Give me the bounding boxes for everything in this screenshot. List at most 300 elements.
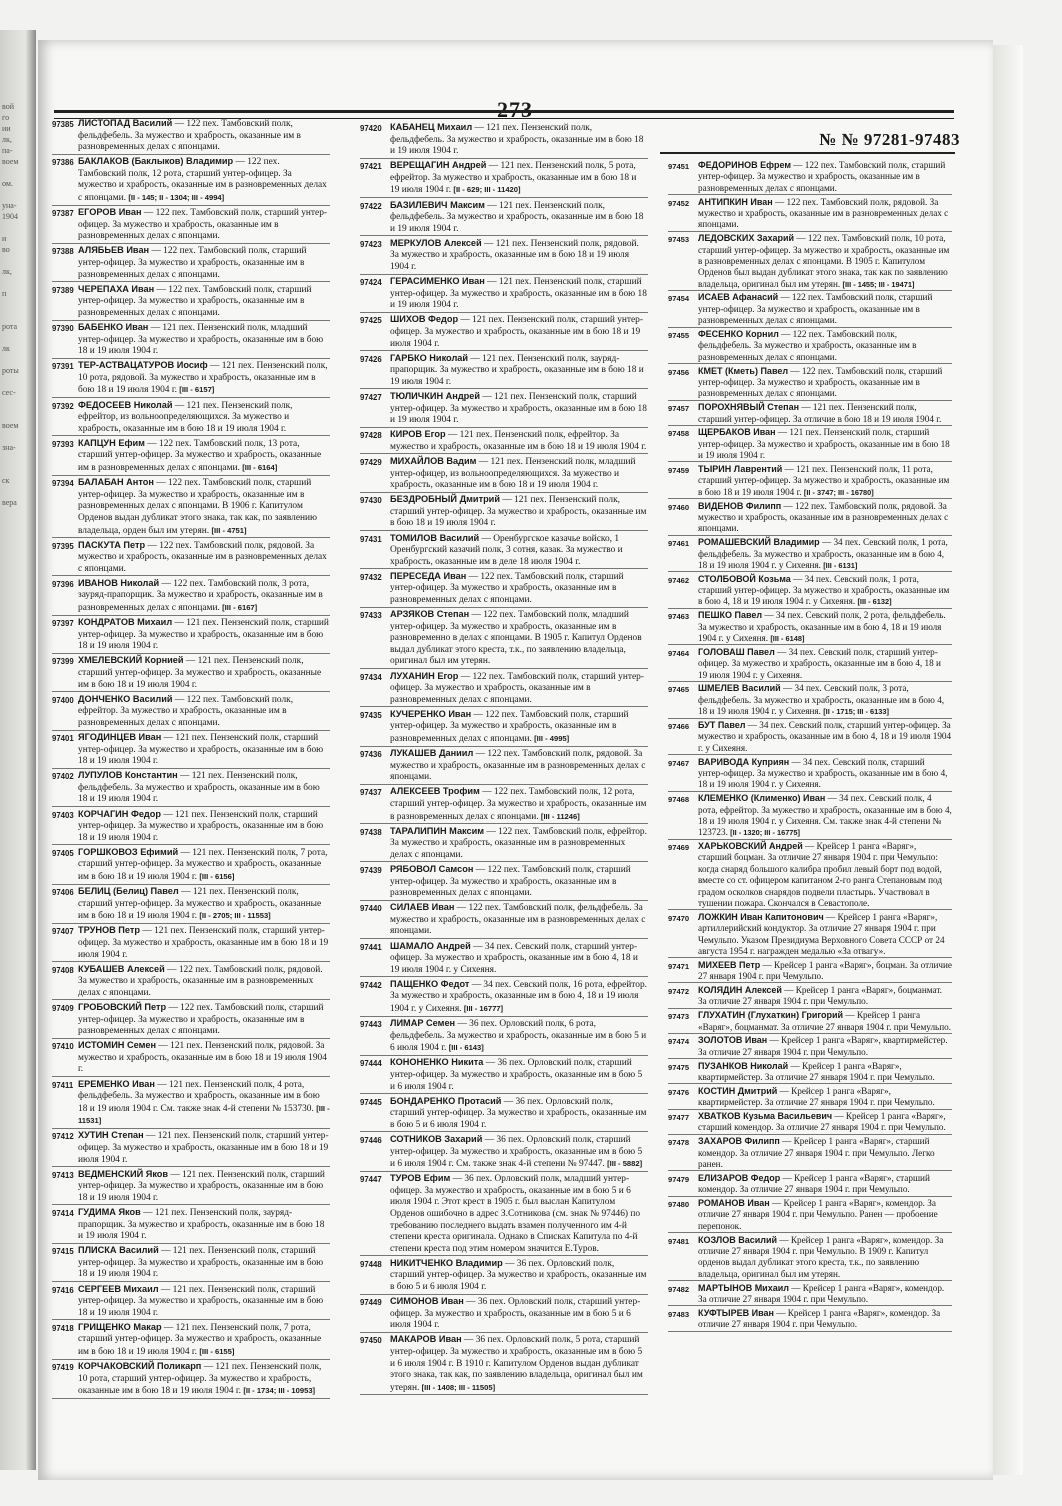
entry-number: 97451	[668, 162, 690, 171]
entry-name: ЧЕРЕПАХА Иван	[78, 283, 155, 294]
register-entry	[52, 617, 330, 654]
entry-number: 97385	[52, 120, 74, 129]
register-entry	[360, 748, 648, 785]
entry-number: 97420	[360, 124, 382, 133]
entry-body	[390, 572, 624, 605]
entry-name: ШМЕЛЕВ Василий	[698, 683, 781, 694]
entry-body	[698, 720, 951, 753]
entry-body	[698, 427, 950, 460]
entry-text: — 122 пех. Тамбовский полк, 10 рота, старший унтер-офицер. За мужество и храбрость, оказанные им в разновременных делах с японцами. В 1905 г. Капитулом Орденов был выдан дубликат этого знака, так как по заявлению владельца, оригинал был им утерян.	[698, 233, 950, 289]
entry-number: 97460	[668, 502, 690, 512]
entry-number: 97444	[360, 1059, 382, 1069]
entry-text: — Крейсер 1 ранга «Варяг», боцман. За отличие 27 января 1904 г. при Чемульпо.	[698, 959, 952, 982]
entry-text: — 36 пех. Орловский полк, старший унтер-офицер. За мужество и храбрость, оказанные им в бою 5 и 6 июля 1904 г.	[390, 1096, 647, 1130]
entry-body	[390, 430, 646, 452]
register-entry	[668, 647, 952, 682]
entry-name: БЕЗДРОБНЫЙ Дмитрий	[390, 494, 500, 505]
entry-number: 97396	[52, 579, 74, 589]
entry-body	[390, 1135, 642, 1169]
register-entry	[668, 574, 952, 609]
entry-name: АЛЯБЬЕВ Иван	[78, 245, 150, 256]
entry-body	[698, 683, 944, 716]
register-entry	[668, 1061, 952, 1085]
entry-body	[390, 749, 645, 782]
entry-text: — Крейсер 1 ранга «Варяг», комендор. За отличие 27 января 1904 г. при Чемульпо. В 1909 г. Капитул орденов выдал дубликат этого креста, т.к., по заявлению владельца, оригинал был им утерян.	[698, 1234, 944, 1279]
entry-text: — 121 пех. Пензенский полк, зауряд-прапорщик. За мужество и храбрость, оказанные им в бою 18 и 19 июля 1904 г.	[78, 1207, 325, 1242]
entry-body	[698, 464, 949, 497]
entry-text: — Крейсер 1 ранга «Варяг», квартирмейстер. За отличие 27 января 1904 г. при Чемульпо.	[698, 1085, 935, 1108]
register-entry	[360, 533, 648, 570]
register-entry	[668, 537, 952, 572]
entry-body	[698, 1198, 938, 1231]
register-entry	[668, 757, 952, 792]
entry-text: — 122 пех. Тамбовский полк, старший унтер-офицер. За мужество и храбрость, оказанные им в разновременных делах с японцами.	[78, 208, 327, 242]
register-entry	[52, 732, 330, 769]
register-entry	[668, 720, 952, 755]
entry-number: 97423	[360, 239, 382, 249]
entry-name: ИСАЕВ Афанасий	[698, 292, 779, 303]
entry-number: 97465	[668, 685, 690, 695]
entry-body	[698, 647, 941, 680]
entry-text: — 121 пех. Пензенский полк, ефрейтор, из вольноопределяющихся. За мужество и храбрость, оказанные им в бою 18 и 19 июля 1904 г.	[78, 400, 293, 434]
entry-name: ШАМАЛО Андрей	[390, 940, 471, 951]
entry-number: 97475	[668, 1062, 690, 1072]
entry-text: — 121 пех. Пензенский полк, старший унтер-офицер. За мужество и храбрость, оказанные им в бою 18 и 19 июля 1904 г.	[78, 1246, 324, 1280]
entry-body	[78, 1041, 327, 1074]
entry-body	[390, 1335, 643, 1392]
entry-text: — 122 пех. Тамбовский полк, 13 рота, старший унтер-офицер. За мужество и храбрость, оказанные им в разновременных делах с японцами.	[78, 438, 322, 474]
entry-name: ЗАХАРОВ Филипп	[698, 1136, 780, 1147]
entry-archive-reference: [III - 5882]	[607, 1159, 643, 1169]
entry-name: ЯГОДИНЦЕВ Иван	[78, 732, 162, 742]
entry-text: — 36 пех. Орловский полк, старший унтер-офицер. За мужество и храбрость, оказанные им в бою 5 и 6 июля 1904 г.	[390, 1297, 641, 1331]
entry-name: АЛЕКСЕЕВ Трофим	[390, 786, 480, 797]
entry-text: — 36 пех. Орловский полк, 5 рота, старший унтер-офицер. За мужество и храбрость, оказанные им в бою 5 и 6 июля 1904 г. В 1910 г. Капитулом Орденов выдан дубликат этого знака, так как, по заявлению владельца, оригинал был им утерян.	[390, 1335, 643, 1393]
entry-number: 97394	[52, 479, 74, 489]
register-entry	[668, 610, 952, 645]
entry-text: — Крейсер 1 ранга «Варяг», боцманмат. За отличие 27 января 1904 г. при Чемульпо.	[698, 1010, 952, 1032]
entry-text: — 121 пех. Пензенский полк, младший унтер-офицер. За мужество и храбрость, оказанные им в бою 18 и 19 июля 1904 г.	[78, 323, 324, 357]
entry-body	[698, 1086, 935, 1107]
entry-text: — 121 пех. Пензенский полк, старший унтер-офицер. За мужество и храбрость, оказанные им в бою 18 и 19 июля 1904 г.	[78, 656, 322, 690]
entry-body	[78, 285, 312, 318]
entry-text: — 34 пех. Севский полк, старший унтер-офицер. За мужество и храбрость, оказанные им в бою 4, 18 и 19 июля 1904 г. у Сихеяня.	[698, 646, 941, 680]
entry-body	[78, 656, 321, 689]
entry-name: ГОЛОВАШ Павел	[698, 646, 775, 657]
entry-body	[698, 1235, 943, 1279]
entry-number: 97435	[360, 710, 382, 720]
entry-body	[390, 787, 646, 821]
entry-text: — 34 пех. Севский полк, 1 рота, фельдфебель. За мужество и храбрость, оказанные им в бою 4, 18 и 19 июля 1904 г. у Сихеяня.	[698, 537, 948, 570]
entry-number: 97452	[668, 198, 690, 208]
entry-text: — Оренбургское казачье войско, 1 Оренбургский казачий полк, 3 сотня, казак. За мужество и храбрость, оказанные им в деле 18 июля 1904 г.	[390, 533, 623, 567]
entry-number: 97429	[360, 457, 382, 467]
entry-body	[78, 1285, 323, 1318]
register-entry	[52, 477, 330, 538]
entry-body	[390, 980, 647, 1014]
entry-number: 97479	[668, 1174, 690, 1184]
entry-number: 97482	[668, 1284, 690, 1294]
entry-archive-reference: [III - 11531]	[78, 1103, 330, 1126]
range-rule	[660, 152, 955, 154]
entry-body	[698, 985, 942, 1006]
page-number: -273-	[488, 97, 542, 122]
entry-number: 97411	[52, 1080, 74, 1090]
entry-text: — 122 пех. Тамбовский полк, старший унтер-офицер. За мужество и храбрость, оказанные им в разновременных делах с японцами.	[78, 1002, 324, 1037]
entry-number: 97391	[52, 362, 74, 372]
register-entry	[52, 925, 330, 962]
entry-name: КОНОНЕНКО Никита	[390, 1057, 484, 1068]
entry-text: — 122 пех. Тамбовский полк, старший унтер-офицер. За мужество и храбрость, оказанные им в разновременных делах с японцами. В 1906 г. Капитулом Орденов выдан дубликат этого знака, так как, по заявлению владельца, орден был им утерян.	[78, 478, 318, 536]
register-entry	[668, 683, 952, 718]
entry-text: — 36 пех. Орловский полк, старший унтер-офицер. За мужество и храбрость, оказанные им в бою 5 и 6 июля 1904 г. См. также знак 4-й степени № 97447.	[390, 1134, 643, 1170]
register-entry	[668, 1283, 952, 1307]
entry-number: 97400	[52, 695, 74, 705]
entry-text: — 122 пех. Тамбовский полк, 3 рота, зауряд-прапорщик. За мужество и храбрость, оказанные им в разновременных делах с японцами.	[78, 578, 323, 614]
entry-number: 97436	[360, 750, 382, 760]
entry-body	[390, 610, 642, 666]
register-entry	[52, 1361, 330, 1399]
entry-text: — 121 пех. Пензенский полк, 11 рота, старший унтер-офицер. За мужество и храбрость, оказанные им в бою 18 и 19 июля 1904 г.	[698, 463, 950, 497]
register-entry	[360, 709, 648, 747]
entry-number: 97407	[52, 927, 74, 937]
register-entry	[360, 1018, 648, 1056]
entry-name: СИМОНОВ Иван	[390, 1296, 464, 1307]
entry-number: 97469	[668, 843, 690, 853]
entry-text: — Крейсер 1 ранга «Варяг», артиллерийский кондуктор. За отличие 27 января 1904 г. при Чемульпо. Указом Президиума Верховного Совета СССР от 24 августа 1954 г. награжден медалью «За отвагу».	[698, 911, 945, 956]
entry-body	[698, 402, 941, 423]
entry-name: ТУРОВ Ефим	[390, 1173, 451, 1184]
entry-name: ЛУКАШЕВ Даниил	[390, 748, 474, 759]
entry-body	[78, 478, 317, 535]
register-entry	[668, 1111, 952, 1135]
entry-body	[78, 208, 327, 241]
entry-body	[390, 827, 647, 860]
register-entry	[360, 122, 648, 159]
entry-name: ГРОБОВСКИЙ Петр	[78, 1001, 167, 1012]
entry-text: — 121 пех. Пензенский полк, старший унтер-офицер. За мужество и храбрость, оказанные им в бою 18 и 19 июля 1904 г.	[78, 1131, 329, 1165]
entry-name: ФЕДОСЕЕВ Николай	[78, 399, 173, 410]
register-entry	[668, 1035, 952, 1059]
entry-name: БАЛАБАН Антон	[78, 477, 154, 488]
entry-text: — 34 пех. Севский полк, 2 рота, фельдфебель. За мужество и храбрость, оказанные им в бою 4, 18 и 19 июля 1904 г. у Сихеяня.	[698, 610, 946, 644]
entry-text: — 34 пех. Севский полк, 1 рота, старший унтер-офицер. За мужество и храбрость, оказанные им в бою 4, 18 и 19 июля 1904 г. у Сихеяня.	[698, 573, 950, 607]
entry-name: ТРУНОВ Петр	[78, 925, 141, 936]
register-entry	[668, 233, 952, 291]
entry-body	[390, 1259, 646, 1292]
entry-name: КОЗЛОВ Василий	[698, 1234, 778, 1245]
register-entry	[668, 329, 952, 364]
left-page-edge	[0, 30, 36, 1470]
entry-body	[698, 1173, 930, 1194]
register-entry	[360, 160, 648, 198]
entry-body	[698, 160, 945, 193]
entry-archive-reference: [II - 629; III - 11420]	[453, 185, 521, 195]
entry-text: — 122 пех. Тамбовский полк, старший унтер-офицер. За мужество и храбрость, оказанные им в разновременных делах с японцами.	[698, 160, 946, 193]
entry-archive-reference: [II - 1734; III - 10953]	[243, 1386, 316, 1396]
entry-archive-reference: [III - 6155]	[199, 1347, 235, 1356]
entry-name: СОТНИКОВ Захарий	[390, 1133, 483, 1144]
entry-text: — 122 пех. Тамбовский полк, старший унтер-офицер. За мужество и храбрость, оказанные им в разновременных делах с японцами.	[390, 671, 644, 705]
entry-body	[390, 354, 644, 387]
entry-text: — 121 пех. Пензенский полк, 10 рота, рядовой. За мужество и храбрость, оказанные им в бою 18 и 19 июля 1904 г.	[78, 361, 328, 396]
register-entry	[52, 245, 330, 282]
register-entry	[360, 314, 648, 351]
entry-number: 97397	[52, 619, 74, 629]
entry-number: 97461	[668, 539, 690, 549]
entry-text: — 121 пех. Пензенский полк, старший унтер-офицер. За мужество и храбрость, оказанные им в бою 18 и 19 июля 1904 г.	[78, 887, 322, 922]
register-entry	[668, 793, 952, 839]
entry-text: — 121 пех. Пензенский полк, младший унтер-офицер, из вольноопределяющихся. За мужество и храбрость, оказанные им в бою 18 и 19 июля 1904 г.	[390, 456, 636, 491]
entry-body	[390, 392, 647, 425]
entry-text: — 121 пех. Пензенский полк, 4 рота, фельдфебель. За мужество и храбрость, оказанные им в бою 18 и 19 июля 1904 г. См. также знак 4-й степени № 153730.	[78, 1079, 320, 1114]
entry-name: КМЕТ (Кметь) Павел	[698, 365, 789, 376]
entry-name: ТЮЛИЧКИН Андрей	[390, 390, 481, 401]
entry-text: — 34 пех. Севский полк, старший унтер-офицер. За мужество и храбрость, оказанные им в бою 4, 18 и 19 июля 1904 г. у Сихеяня.	[698, 756, 948, 790]
register-entry	[360, 571, 648, 608]
entry-text: — 121 пех. Пензенский полк, рядовой. За мужество и храбрость, оказанные им в бою 18 и 19 июля 1904 г.	[390, 238, 639, 273]
entry-body	[698, 366, 942, 399]
register-entry	[668, 402, 952, 426]
entry-number: 97432	[360, 572, 382, 582]
entry-number: 97478	[668, 1138, 690, 1148]
entry-text: — 122 пех. Тамбовский полк, 12 рота, старший унтер-офицер. За мужество и храбрость, оказанные им в разновременных делах с японцами.	[390, 787, 647, 822]
entry-body	[390, 1174, 640, 1254]
entry-name: ИВАНОВ Николай	[78, 577, 160, 588]
entry-body	[698, 757, 947, 790]
entry-number: 97433	[360, 611, 382, 621]
entry-name: ГАРБКО Николай	[390, 352, 469, 363]
entry-name: ХВАТКОВ Кузьма Васильевич	[698, 1111, 833, 1122]
entry-number: 97445	[360, 1097, 382, 1107]
entry-number: 97413	[52, 1170, 74, 1180]
entry-archive-reference: [III - 6156]	[199, 872, 235, 882]
register-entry	[52, 655, 330, 692]
entry-number: 97457	[668, 404, 690, 414]
entry-text: — 121 пех. Пензенский полк, старший унтер-офицер. За мужество и храбрость, оказанные им в бою 18 и 19 июля 1904 г.	[390, 391, 647, 426]
entry-number: 97466	[668, 722, 690, 732]
register-entry	[52, 1130, 330, 1167]
entry-text: — Крейсер 1 ранга «Варяг», квартирмейстер. За отличие 27 января 1904 г. при Чемульпо.	[698, 1035, 948, 1057]
entry-body	[698, 197, 948, 230]
entry-text: — 121 пех. Пензенский полк, фельдфебель. За мужество и храбрость, оказанные им в бою 18 и 19 июля 1904 г.	[78, 771, 320, 805]
entry-number: 97464	[668, 648, 690, 658]
entry-number: 97450	[360, 1336, 382, 1346]
entry-name: КОНДРАТОВ Михаил	[78, 617, 173, 628]
entry-number: 97386	[52, 158, 74, 168]
entry-name: КОСТИН Дмитрий	[698, 1085, 778, 1096]
entry-name: ГОРШКОВОЗ Ефимий	[78, 846, 179, 857]
entry-number: 97426	[360, 354, 382, 364]
entry-text: — 121 пех. Пензенский полк, старший унтер-офицер. За мужество и храбрость, оказанные им в бою 18 и 19 июля 1904 г.	[78, 1169, 325, 1203]
register-entry	[360, 456, 648, 493]
entry-name: РОМАНОВ Иван	[698, 1198, 770, 1209]
register-entry	[360, 1334, 648, 1395]
entry-name: ХУТИН Степан	[78, 1130, 144, 1141]
entry-name: ЕЛИЗАРОВ Федор	[698, 1172, 781, 1183]
entry-number: 97456	[668, 367, 690, 377]
entry-body	[78, 1131, 329, 1164]
entry-archive-reference: [III - 1408; III - 11505]	[421, 1382, 496, 1392]
entry-name: ХМЕЛЕВСКИЙ Корнией	[78, 655, 184, 666]
entry-name: ЛОЖКИН Иван Капитонович	[698, 911, 824, 922]
entry-number: 97399	[52, 657, 74, 667]
entry-body	[390, 315, 643, 348]
entry-number: 97447	[360, 1175, 382, 1185]
entry-body	[698, 793, 952, 837]
entry-text: — 121 пех. Пензенский полк, старший унтер-офицер. За мужество и храбрость, оказанные им в бою 18 и 19 июля 1904 г.	[390, 315, 643, 349]
entry-text: — 36 пех. Орловский полк, младший унтер-офицер. За мужество и храбрость, оказанные им в бою 5 и 6 июля 1904 г. Этот крест в 1905 г. был выслан Капитулом Орденов ошибочно в адрес З.Сотникова (см. знак № 97446) по требованию последнего выдать взамен полученного им 4-й степени креста оригинала. Однако в Списках Капитула по 4-й степени креста под этим номером значится Е.Туров.	[390, 1174, 641, 1254]
entry-name: МАРТЫНОВ Михаил	[698, 1282, 789, 1293]
entry-name: НИКИТЧЕНКО Владимир	[390, 1257, 503, 1268]
entry-body	[78, 1080, 330, 1127]
register-entry	[360, 902, 648, 939]
entry-text: — 122 пех. Тамбовский полк, старший унтер-офицер. За мужество и храбрость, оказанные им в разновременных делах с японцами.	[78, 284, 312, 318]
entry-body	[698, 1308, 940, 1329]
entry-number: 97430	[360, 496, 382, 506]
register-entry	[52, 770, 330, 807]
entry-text: — 122 пех. Тамбовский полк, старший унтер-офицер. За мужество и храбрость, оказанные им в разновременных делах с японцами.	[390, 571, 624, 605]
entry-name: ЛЕДОВСКИХ Захарий	[698, 233, 795, 244]
entry-archive-reference: [II - 1715; III - 6133]	[823, 707, 889, 717]
entry-body	[390, 903, 645, 936]
entry-number: 97406	[52, 888, 74, 898]
register-entry	[52, 809, 330, 846]
entry-number: 97387	[52, 209, 74, 219]
entry-body	[698, 1010, 951, 1031]
entry-name: ЗОЛОТОВ Иван	[698, 1035, 768, 1046]
entry-name: СТОЛБОВОЙ Козьма	[698, 573, 791, 584]
register-entry	[360, 609, 648, 669]
register-entry	[668, 427, 952, 462]
entry-body	[390, 1019, 646, 1053]
entry-body	[698, 841, 942, 908]
entry-number: 97453	[668, 235, 690, 245]
entry-number: 97458	[668, 429, 690, 439]
register-entry	[52, 886, 330, 924]
entry-number: 97474	[668, 1037, 690, 1047]
register-entry	[668, 960, 952, 984]
register-entry	[52, 322, 330, 359]
column-2	[360, 122, 648, 1397]
entry-text: — 121 пех. Пензенский полк, старший унтер-офицер. За отличие в бою 18 и 19 июля 1904 г.	[698, 402, 942, 424]
entry-text: — 122 пех. Тамбовский полк, 12 рота, старший унтер-офицер. За мужество и храбрость, оказанные им в разновременных делах с японцами.	[78, 157, 327, 204]
entry-text: — Крейсер 1 ранга «Варяг», квартирмейстер. За отличие 27 января 1904 г. при Чемульпо.	[698, 1060, 935, 1082]
entry-name: БЕЛИЦ (Белиц) Павел	[78, 886, 179, 897]
entry-name: МАКАРОВ Иван	[390, 1334, 462, 1345]
entry-number: 97395	[52, 541, 74, 551]
entry-name: ГРИЩЕНКО Макар	[78, 1321, 162, 1332]
entry-body	[78, 1003, 324, 1036]
entry-number: 97473	[668, 1012, 690, 1022]
entry-body	[78, 1208, 324, 1241]
entry-text: — 122 пех. Тамбовский полк, старший унтер-офицер. За мужество и храбрость, оказанные им в разновременных делах с японцами.	[390, 709, 629, 744]
entry-body	[698, 537, 948, 570]
entry-number: 97481	[668, 1236, 690, 1246]
register-entry	[360, 826, 648, 863]
entry-name: ФЕДОРИНОВ Ефрем	[698, 160, 791, 170]
entry-number: 97428	[360, 431, 382, 441]
entry-archive-reference: [II - 3747; III - 16780]	[803, 487, 874, 497]
entry-name: БАКЛАКОВ (Баклыков) Владимир	[78, 156, 234, 167]
entry-name: ЕГОРОВ Иван	[78, 207, 142, 218]
entry-body	[78, 246, 307, 279]
entry-text: — 36 пех. Орловский полк, 6 рота, фельдфебель. За мужество и храбрость, оказанные им в бою 5 и 6 июля 1904 г.	[390, 1019, 647, 1054]
entry-name: МЕРКУЛОВ Алексей	[390, 237, 482, 248]
entry-body	[390, 201, 643, 234]
entry-number: 97471	[668, 961, 690, 971]
register-entry	[52, 207, 330, 244]
entry-body	[390, 495, 646, 528]
entry-text: — 122 пех. Тамбовский полк, ефрейтор. За мужество и храбрость, оказанные им в разновременных делах с японцами.	[78, 694, 294, 728]
entry-number: 97454	[668, 294, 690, 304]
entry-name: ВИДЕНОВ Филипп	[698, 500, 782, 511]
entry-name: КИРОВ Егор	[390, 429, 446, 440]
entry-text: — 121 пех. Пензенский полк, старший унтер-офицер. За мужество и храбрость, оказанные им в бою 18 и 19 июля 1904 г.	[698, 427, 950, 461]
entry-text: — Крейсер 1 ранга «Варяг», комендор. За отличие 27 января 1904 г. при Чемульпо.	[698, 1307, 941, 1330]
entry-text: — 122 пех. Тамбовский полк, ефрейтор. За мужество и храбрость, оказанные им в разновременных делах с японцами.	[390, 826, 647, 860]
entry-body	[78, 1170, 325, 1203]
entry-number: 97434	[360, 672, 382, 682]
entry-number: 97472	[668, 986, 690, 996]
register-entry	[360, 941, 648, 978]
entry-text: — 122 пех. Тамбовский полк, рядовой. За мужество и храбрость, оказанные им в разновременных делах с японцами.	[698, 196, 949, 230]
entry-name: ЛИМАР Семен	[390, 1018, 456, 1029]
entry-name: ИСТОМИН Семен	[78, 1040, 157, 1051]
entry-text: — Крейсер 1 ранга «Варяг», старший комендор. За отличие 27 января 1904 г. при Чемульпо. Легко ранен.	[698, 1136, 935, 1169]
entry-name: ГЛУХАТИН (Глухаткин) Григорий	[698, 1010, 844, 1021]
entry-text: — 122 пех. Тамбовский полк, старший унтер-офицер. За мужество и храбрость, оказанные им в разновременных делах с японцами.	[78, 246, 307, 280]
register-entry	[360, 276, 648, 313]
entry-body	[78, 887, 321, 921]
entry-text: — 121 пех. Пензенский полк, 7 рота, старший унтер-офицер. За мужество и храбрость, оказанные им в бою 18 и 19 июля 1904 г.	[78, 847, 328, 883]
entry-number: 97421	[360, 162, 382, 172]
entry-text: — 122 пех. Тамбовский полк, старший унтер-офицер. За мужество и храбрость, оказанные им в разновременных делах с японцами.	[698, 365, 943, 399]
register-entry	[668, 1136, 952, 1171]
entry-number: 97414	[52, 1208, 74, 1218]
entry-body	[390, 161, 636, 195]
entry-body	[78, 848, 327, 882]
entry-number: 97390	[52, 324, 74, 333]
entry-text: — 121 пех. Пензенский полк, старший унтер-офицер. За мужество и храбрость, оказанные им в бою 18 и 19 июля 1904 г.	[78, 809, 324, 843]
entry-name: ДОНЧЕНКО Василий	[78, 693, 173, 704]
entry-name: КОЛЯДИН Алексей	[698, 984, 782, 995]
entry-number: 97402	[52, 772, 74, 782]
entry-body	[698, 233, 949, 288]
entry-name: ЛИСТОПАД Василий	[78, 118, 173, 128]
register-entry	[52, 118, 330, 155]
entry-name: КУЧЕРЕНКО Иван	[390, 708, 472, 719]
entry-text: — Крейсер 1 ранга «Варяг», комендор. За отличие 27 января 1904 г. при Чемульпо.	[698, 1282, 945, 1304]
entry-number: 97480	[668, 1200, 690, 1210]
entry-number: 97392	[52, 401, 74, 411]
entry-text: — 34 пех. Севский полк, старший унтер-офицер. За мужество и храбрость, оказанные им в бою 4, 18 и 19 июля 1904 г. у Сихеяня.	[698, 720, 952, 753]
entry-text: — 122 пех. Тамбовский полк, рядовой. За мужество и храбрость, оказанные им в разновременных делах с японцами.	[698, 500, 949, 534]
entry-body	[698, 1136, 935, 1169]
entry-body	[78, 1323, 321, 1357]
entry-text: — 121 пех. Пензенский полк, 10 рота, старший унтер-офицер. За мужество и храбрость, оказанные им в бою 18 и 19 июля 1904 г.	[78, 1362, 322, 1397]
register-entry	[360, 238, 648, 275]
register-entry	[52, 400, 330, 437]
entry-archive-reference: [III - 16777]	[463, 1003, 504, 1013]
entry-text: — 122 пех. Тамбовский полк, фельдфебель. За мужество и храбрость, оказанные им в разновременных делах с японцами.	[698, 329, 917, 362]
entry-archive-reference: [II - 1320; III - 16775]	[730, 828, 800, 838]
entry-number: 97462	[668, 575, 690, 585]
entry-name: ТЫРИН Лаврентий	[698, 463, 783, 474]
entry-body	[698, 1283, 944, 1304]
entry-text: — 121 пех. Пензенский полк, 7 рота, старший унтер-офицер. За мужество и храбрость, оказанные им в бою 18 и 19 июля 1904 г.	[78, 1322, 322, 1357]
register-entry	[668, 366, 952, 401]
